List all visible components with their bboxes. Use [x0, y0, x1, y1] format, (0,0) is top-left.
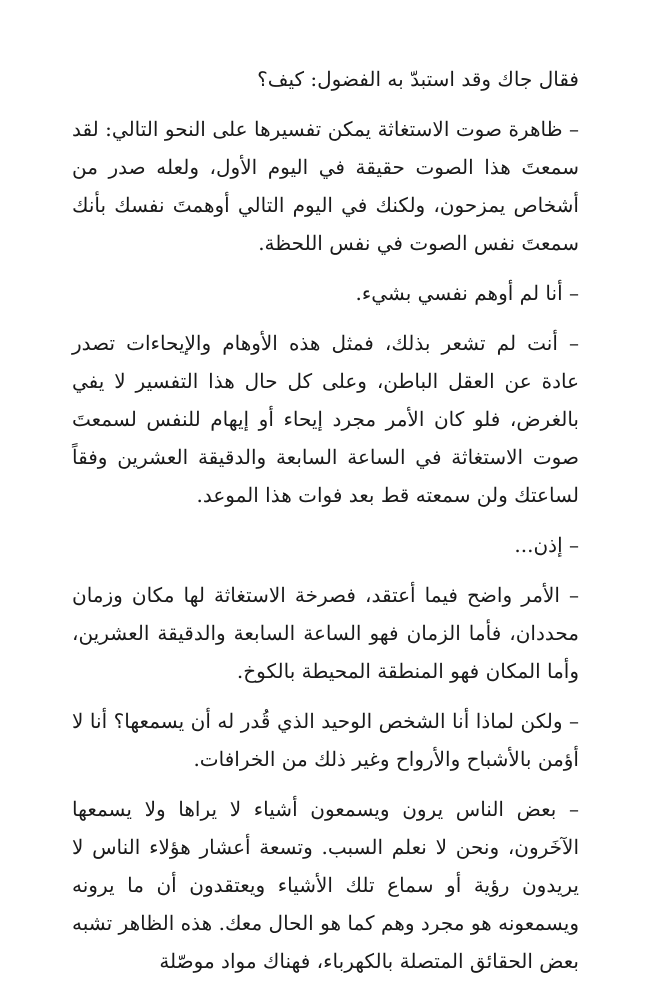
paragraph-4: – أنت لم تشعر بذلك، فمثل هذه الأوهام والإيحاءات تصدر عادة عن العقل الباطن، وعلى كل حال هذا التفسير لا يفي بالغرض، فلو كان الأمر مجرد إيحاء أو إيهام للنفس لسمعتَ صوت الاستغاثة في الساعة السابعة والدقيقة العشرين وفقاً لساعتك ولن سمعته قط بعد فوات هذا الموعد. [72, 331, 579, 507]
paragraph-1: فقال جاك وقد استبدّ به الفضول: كيف؟ [257, 67, 579, 91]
paragraph-8: – بعض الناس يرون ويسمعون أشياء لا يراها ولا يسمعها الآخَرون، ونحن لا نعلم السبب. وتسعة أعشار هؤلاء الناس لا يريدون رؤية أو سماع تلك الأشياء ويعتقدون أن ما يرونه ويسمعونه هو مجرد وهم كما هو الحال معك. هذه الظاهر تشبه بعض الحقائق المتصلة بالكهرباء، فهناك مواد موصّلة [72, 797, 579, 973]
page-text [72, 60, 579, 980]
paragraph-5: – إذن... [514, 533, 579, 557]
paragraph-6: – الأمر واضح فيما أعتقد، فصرخة الاستغاثة لها مكان وزمان محددان، فأما الزمان فهو الساعة السابعة والدقيقة العشرين، وأما المكان فهو المنطقة المحيطة بالكوخ. [72, 583, 579, 683]
paragraph-2: – ظاهرة صوت الاستغاثة يمكن تفسيرها على النحو التالي: لقد سمعتَ هذا الصوت حقيقة في اليوم الأول، ولعله صدر من أشخاص يمزحون، ولكنك في اليوم التالي أوهمتَ نفسك بأنك سمعتَ نفس الصوت في نفس اللحظة. [72, 117, 579, 255]
paragraph-3: – أنا لم أوهم نفسي بشيء. [355, 281, 579, 305]
paragraph-7: – ولكن لماذا أنا الشخص الوحيد الذي قُدر له أن يسمعها؟ أنا لا أؤمن بالأشباح والأرواح وغير ذلك من الخرافات. [72, 709, 579, 771]
